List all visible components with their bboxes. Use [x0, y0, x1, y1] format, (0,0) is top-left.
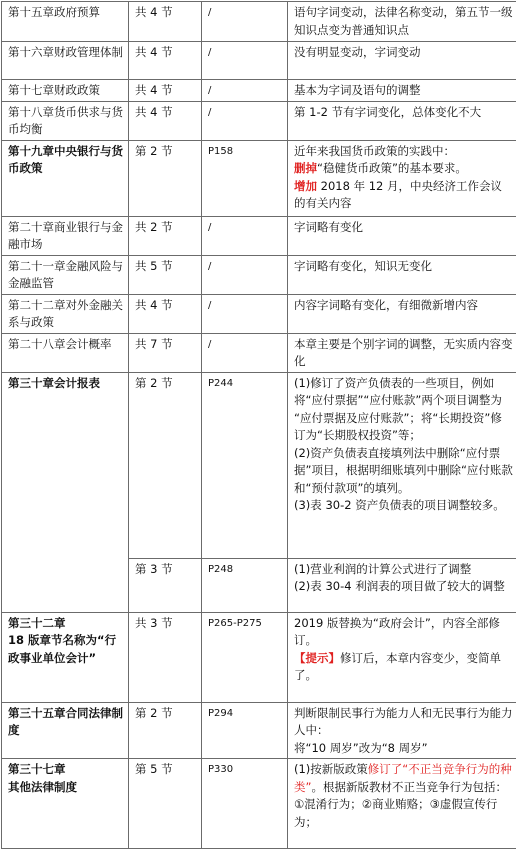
description-line [294, 410, 513, 445]
chapter-cell: 第十六章财政管理体制 [2, 42, 129, 80]
description-line [294, 44, 513, 62]
table-row [2, 372, 516, 558]
change-description-cell [288, 612, 516, 702]
page-cell: / [202, 42, 288, 80]
description-text: (1)修订了资产负债表的一些项目，例如将“应付票据”“应付账款”两个项目调整为 [294, 376, 502, 408]
section-cell: 共 7 节 [129, 333, 202, 372]
table-row [2, 702, 516, 759]
highlighted-text: 增加 [294, 179, 317, 193]
description-text: (1)营业利润的计算公式进行了调整 [294, 562, 471, 576]
description-text: 本章主要是个别字词的调整，无实质内容变化 [294, 337, 513, 369]
description-text: ①混淆行为；②商业贿赂；③虚假宣传行为； [294, 797, 497, 829]
section-cell: 共 5 节 [129, 255, 202, 294]
description-line [294, 178, 513, 213]
table-row [2, 80, 516, 102]
chapter-cell: 第二十章商业银行与金融市场 [2, 216, 129, 255]
section-cell: 共 4 节 [129, 101, 202, 140]
page-cell: P248 [202, 558, 288, 612]
description-text: 判断限制民事行为能力人和无民事行为能力人中： [294, 706, 513, 738]
highlighted-text: 删掉 [294, 161, 317, 175]
highlighted-text: 修订了“不正当竞争行为的种类” [294, 762, 512, 794]
description-line [294, 796, 513, 831]
description-line [294, 761, 513, 796]
page-cell: / [202, 333, 288, 372]
change-description-cell [288, 140, 516, 216]
chapter-cell: 第十九章中央银行与货币政策 [2, 140, 129, 216]
description-text: “应付票据及应付账款”；将“长期投资”修订为“长期股权投资”等； [294, 411, 502, 443]
change-description-cell [288, 216, 516, 255]
page-cell: P244 [202, 372, 288, 558]
description-line [294, 375, 513, 410]
chapter-cell: 第十七章财政政策 [2, 80, 129, 102]
chapter-cell: 第三十章会计报表 [2, 372, 129, 612]
table-row [2, 759, 516, 849]
description-text: 修订后，本章内容变少，变简单了。 [294, 651, 501, 683]
page-cell: / [202, 80, 288, 102]
description-line [294, 82, 513, 100]
table-body [2, 2, 516, 849]
section-cell: 第 5 节 [129, 759, 202, 849]
change-description-cell [288, 372, 516, 558]
section-cell: 第 2 节 [129, 140, 202, 216]
change-description-cell [288, 702, 516, 759]
section-cell: 共 4 节 [129, 294, 202, 333]
description-text: 近年来我国货币政策的实践中： [294, 144, 455, 158]
section-cell: 共 4 节 [129, 42, 202, 80]
section-cell: 第 2 节 [129, 702, 202, 759]
section-cell: 共 2 节 [129, 216, 202, 255]
table-row [2, 2, 516, 42]
description-text: (1)按新版政策 [294, 762, 368, 776]
change-description-cell [288, 558, 516, 612]
chapter-cell: 第二十一章金融风险与金融监管 [2, 255, 129, 294]
description-text: (2)表 30-4 利润表的项目做了较大的调整 [294, 579, 505, 593]
description-text: 2019 版替换为“政府会计”，内容全部修订。 [294, 616, 500, 648]
description-text: 2018 年 12 月，中央经济工作会议的有关内容 [294, 179, 502, 211]
chapter-cell: 第二十二章对外金融关系与政策 [2, 294, 129, 333]
description-text: 第 1-2 节有字词变化，总体变化不大 [294, 105, 481, 119]
description-text: 基本为字词及语句的调整 [294, 83, 421, 97]
section-cell: 共 4 节 [129, 2, 202, 42]
description-line [294, 480, 513, 498]
page-cell: / [202, 216, 288, 255]
section-cell: 第 3 节 [129, 558, 202, 612]
description-line [294, 705, 513, 740]
page-cell: / [202, 255, 288, 294]
change-summary-table [1, 1, 516, 849]
description-text: (2)资产负债表直接填列法中删除“应付票据”项目，根据明细账填列中删除“应付账款 [294, 446, 513, 478]
description-line [294, 497, 513, 515]
description-text: 和“预付款项”的填列。 [294, 481, 409, 495]
description-line [294, 143, 513, 161]
table-row [2, 612, 516, 702]
description-line [294, 219, 513, 237]
description-line [294, 561, 513, 579]
change-description-cell [288, 42, 516, 80]
table-row [2, 255, 516, 294]
description-text: 字词略有变化 [294, 220, 363, 234]
description-text: 字词略有变化，知识无变化 [294, 259, 432, 273]
page-cell: P330 [202, 759, 288, 849]
table-row [2, 216, 516, 255]
table-row [2, 333, 516, 372]
table-row [2, 294, 516, 333]
change-description-cell [288, 101, 516, 140]
change-description-cell [288, 80, 516, 102]
change-description-cell [288, 759, 516, 849]
description-line [294, 4, 513, 39]
change-description-cell [288, 333, 516, 372]
chapter-cell: 第十五章政府预算 [2, 2, 129, 42]
table-row [2, 101, 516, 140]
page-cell: / [202, 2, 288, 42]
section-cell: 共 3 节 [129, 612, 202, 702]
chapter-cell [2, 612, 129, 702]
page-cell: P158 [202, 140, 288, 216]
page-cell: / [202, 294, 288, 333]
description-text: (3)表 30-2 资产负债表的项目调整较多。 [294, 498, 505, 512]
description-line [294, 578, 513, 596]
table-row [2, 140, 516, 216]
page-cell: P294 [202, 702, 288, 759]
section-cell: 第 2 节 [129, 372, 202, 558]
chapter-cell: 第二十八章会计概率 [2, 333, 129, 372]
page-cell: P265-P275 [202, 612, 288, 702]
description-line [294, 445, 513, 480]
description-line [294, 104, 513, 122]
change-description-cell [288, 255, 516, 294]
chapter-line: 18 版章节名称为“行政事业单位会计” [8, 632, 124, 667]
description-line [294, 740, 513, 758]
chapter-line: 第三十七章 [8, 761, 124, 779]
chapter-line: 其他法律制度 [8, 779, 124, 797]
change-description-cell [288, 2, 516, 42]
section-cell: 共 4 节 [129, 80, 202, 102]
table-row [2, 42, 516, 80]
change-description-cell [288, 294, 516, 333]
description-line [294, 258, 513, 276]
description-line [294, 297, 513, 315]
description-text: “稳健货币政策”的基本要求。 [317, 161, 467, 175]
description-text: 语句字词变动，法律名称变动，第五节一级知识点变为普通知识点 [294, 5, 513, 37]
page-cell: / [202, 101, 288, 140]
chapter-cell [2, 759, 129, 849]
description-text: 。根据新版教材不正当竞争行为包括： [311, 780, 507, 794]
description-text: 内容字词略有变化，有细微新增内容 [294, 298, 478, 312]
description-text: 将“10 周岁”改为“8 周岁” [294, 741, 428, 755]
description-line [294, 650, 513, 685]
chapter-cell: 第三十五章合同法律制度 [2, 702, 129, 759]
description-text: 没有明显变动，字词变动 [294, 45, 421, 59]
chapter-line: 第三十二章 [8, 615, 124, 633]
description-line [294, 615, 513, 650]
description-line [294, 336, 513, 371]
chapter-cell: 第十八章货币供求与货币均衡 [2, 101, 129, 140]
description-line [294, 160, 513, 178]
highlighted-text: 【提示】 [294, 651, 340, 665]
